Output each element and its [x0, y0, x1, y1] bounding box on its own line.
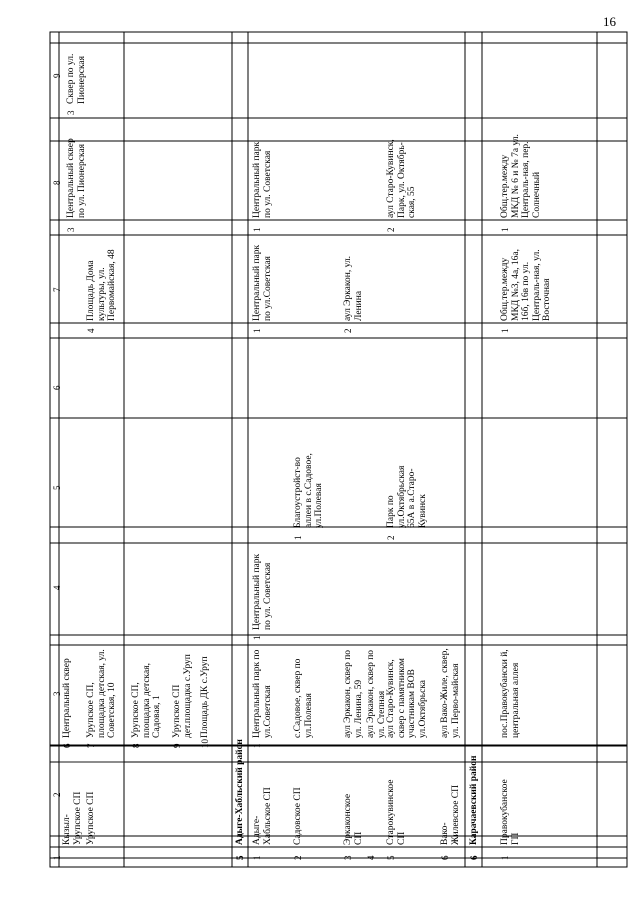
c3-urup10: Площадь ДК с.Уруп: [200, 656, 210, 738]
district-erkakon: Эркаконское СП: [343, 793, 364, 845]
c3-erkakon4: аул Эркакон, сквер по ул. Степная: [366, 649, 387, 738]
no-adyge: 1: [252, 855, 262, 860]
n4-adyge: 1: [252, 635, 262, 640]
c5-sadovoe: Благоустройст-во аллеи в с.Садовое, ул.Полевая: [293, 453, 324, 528]
header-num-7: 7: [52, 287, 62, 292]
c9-urup7: Сквер по ул. Пионерская: [66, 53, 87, 104]
n3-urup9: 9: [172, 743, 182, 748]
n7-erkakon3: 2: [343, 328, 353, 333]
c7-erkakon3: аул Эркакон, ул. Ленина: [343, 255, 364, 321]
c3-sadovoe: с.Садовое, сквер по ул.Полевая: [293, 658, 314, 738]
section-6-title: Карачаевский район: [469, 755, 479, 845]
no-erkakon4: 4: [366, 855, 376, 860]
n3-adyge: 1: [252, 743, 262, 748]
c8-pravokub: Общ.тер.между МКД № 6 и № 7а ул. Централь-ная, пер. Солнечный: [500, 134, 542, 218]
c7-pravokub: Общ.тер.между МКД №3, 4а, 16а, 16б, 16в по ул. Централь-ная, ул. Восточная: [500, 248, 552, 321]
district-starokuv: Старокувинское СП: [386, 779, 407, 845]
header-num-5: 5: [52, 485, 62, 490]
header-num-6: 6: [52, 385, 62, 390]
section-6-no: 6: [469, 855, 479, 860]
n3-kalyzh: 6: [62, 743, 72, 748]
n3-urup10: 10: [200, 739, 210, 748]
c3-adyge: Центральный парк по ул.Советская: [252, 649, 273, 738]
header-num-1: 1: [52, 855, 62, 860]
no-vako: 6: [440, 855, 450, 860]
c3-vako: аул Вако-Жиле, сквер, ул. Перво-майская: [440, 648, 461, 738]
n8-urup7: 3: [66, 227, 76, 232]
n8-pravokub: 1: [500, 227, 510, 232]
c3-erkakon3: аул Эркакон, сквер по ул. Ленина, 59: [343, 649, 364, 738]
n7-pravokub: 1: [500, 328, 510, 333]
c4-adyge: Центральный парк по ул. Советская: [252, 553, 273, 630]
c8-urup7: Центральный сквер по ул. Пионерская: [66, 138, 87, 218]
n9-urup7: 3: [66, 110, 76, 115]
c7-adyge: Центральный парк по ул.Советская: [252, 244, 273, 321]
district-adyge: Адыге-Хабльское СП: [252, 787, 273, 845]
district-pravokub: Правокубанское ГП: [500, 779, 521, 845]
section-5-no: 5: [235, 855, 245, 860]
c3-pravokub: пос.Правокубански й, центральная аллея: [500, 649, 521, 738]
district-urup: Урупское СП: [86, 791, 96, 845]
c3-urup9: Урупское СП дет.площадка с.Уруп: [172, 654, 193, 738]
c3-urup7: Урупское СП, площадка детская, ул. Советская, 10: [86, 649, 117, 738]
header-num-2: 2: [52, 792, 62, 797]
no-sadovoe: 2: [293, 855, 303, 860]
n8-adyge: 1: [252, 227, 262, 232]
no-erkakon3: 3: [343, 855, 353, 860]
district-kalyzh: Кызыл-Урупское СП: [62, 791, 83, 845]
n3-urup7: 7: [86, 743, 96, 748]
c3-urup8: Урупское СП, площадка детская, Садовая, 1: [131, 663, 162, 738]
page-number: 16: [603, 14, 616, 29]
n5-starokuv: 2: [386, 535, 396, 540]
no-pravokub: 1: [500, 855, 510, 860]
n5-sadovoe: 1: [293, 535, 303, 540]
c3-starokuv: аул Старо-Кувинск, сквер с памятником участникам ВОВ ул.Октябрьска: [386, 658, 428, 738]
district-sadovoe: Садовское СП: [293, 787, 303, 845]
c8-starokuv: аул Старо-Кувинск, Парк, ул. Октябрь-ская, 55: [386, 139, 417, 218]
header-num-9: 9: [52, 73, 62, 78]
c7-urup7: Площадь Дома культуры, ул. Первомайская, 48: [86, 249, 117, 321]
c8-adyge: Центральный парк по ул. Советская: [252, 141, 273, 218]
n8-starokuv: 2: [386, 227, 396, 232]
n7-adyge: 1: [252, 328, 262, 333]
n7-urup7: 4: [86, 328, 96, 333]
no-starokuv: 5: [386, 855, 396, 860]
c5-starokuv: Парк по ул.Октябрьская 65А в а.Старо-Кувинск: [386, 465, 428, 528]
header-num-4: 4: [52, 585, 62, 590]
c3-kalyzh: Центральный сквер: [62, 658, 72, 738]
header-num-8: 8: [52, 180, 62, 185]
district-vako: Вако-Жилевское СП: [440, 785, 461, 845]
header-num-3: 3: [52, 691, 62, 696]
section-5-title: Адыге-Хабльский район: [235, 739, 245, 845]
n3-urup8: 8: [131, 743, 141, 748]
